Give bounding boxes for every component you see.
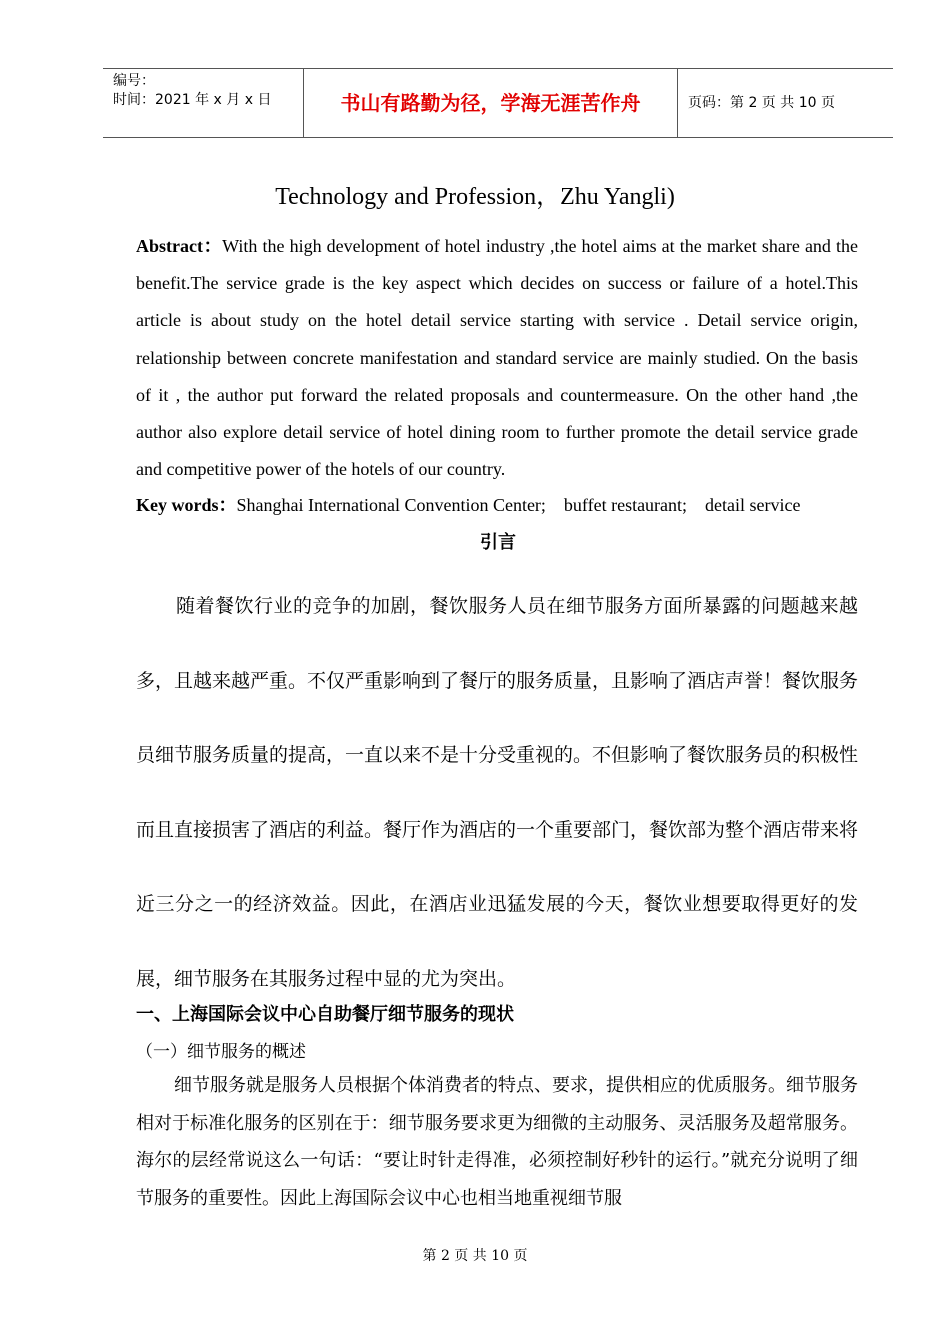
section-paragraph: 细节服务就是服务人员根据个体消费者的特点、要求，提供相应的优质服务。细节服务相对于标准化服务的区别在于：细节服务要求更为细微的主动服务、灵活服务及超常服务。海尔的层经常说这么一句话：“要让时针走得准，必须控制好秒针的运行。”就充分说明了细节服务的重要性。因此上海国际会议中心也相当地重视细节服 (136, 1075, 858, 1209)
section-heading: 一、上海国际会议中心自助餐厅细节服务的现状 (136, 1004, 514, 1025)
intro-paragraph: 随着餐饮行业的竞争的加剧，餐饮服务人员在细节服务方面所暴露的问题越来越多，且越来越严重。不仅严重影响到了餐厅的服务质量，且影响了酒店声誉！餐饮服务员细节服务质量的提高，一直以来不是十分受重视的。不但影响了餐饮服务员的积极性而且直接损害了酒店的利益。餐厅作为酒店的一个重要部门，餐饮部为整个酒店带来将近三分之一的经济效益。因此，在酒店业迅猛发展的今天，餐饮业想要取得更好的发展，细节服务在其服务过程中显的尤为突出。 (136, 595, 859, 990)
header-motto: 书山有路勤为径，学海无涯苦作舟 (304, 69, 678, 137)
page-header (103, 68, 893, 138)
intro-heading: 引言 (480, 532, 516, 553)
abstract-label: Abstract： (136, 236, 223, 256)
keywords-text: Shanghai International Convention Center; buffet restaurant; detail service (236, 495, 801, 515)
document-time-label: 时间：2021 年 x 月 x 日 (113, 92, 272, 108)
document-number-label: 编号： (113, 73, 155, 89)
header-meta-cell (103, 69, 304, 137)
page-footer: 第 2 页 共 10 页 (422, 1248, 528, 1264)
keywords-label: Key words： (136, 495, 237, 515)
paper-title-fragment: Technology and Profession，Zhu Yangli) (275, 184, 675, 210)
header-page-number: 页码：第 2 页 共 10 页 (688, 95, 835, 111)
abstract-text: With the high development of hotel industry ,the hotel aims at the market share and the benefit.The service grade is the key aspect which decides on success or failure of a hotel.This article is about study on the hotel detail service starting with service . Detail service origin, relationship between concrete manifestation and standard service are mainly studied. On the basis of it , the author put forward the related proposals and countermeasure. On the other hand ,the author also explore detail service of hotel dining room to further promote the detail service grade and competitive power of the hotels of our country. (136, 236, 859, 480)
keywords-line (136, 490, 876, 520)
subsection-heading: （一）细节服务的概述 (136, 1042, 306, 1062)
abstract-paragraph (136, 228, 858, 488)
